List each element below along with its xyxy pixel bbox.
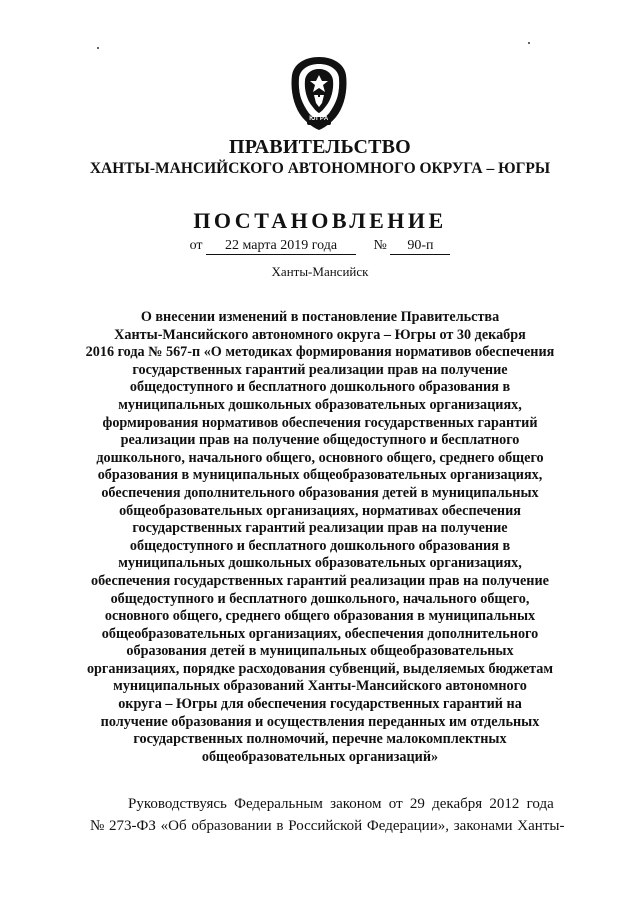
title-line: общедоступного и бесплатного дошкольного образования в <box>129 537 511 554</box>
government-subtitle: ХАНТЫ-МАНСИЙСКОГО АВТОНОМНОГО ОКРУГА – ЮГРЫ <box>89 160 551 177</box>
scan-speck <box>528 42 530 44</box>
title-line: реализации прав на получение общедоступного и бесплатного <box>120 432 520 449</box>
date-number-line <box>0 238 640 255</box>
title-line: О внесении изменений в постановление Правительства <box>140 309 500 325</box>
title-line: государственных гарантий реализации прав на получение <box>132 361 508 378</box>
emblem-caption: ЮГРА <box>309 116 329 122</box>
title-line: обеспечения дополнительного образования детей в муниципальных <box>101 484 539 501</box>
document-city: Ханты-Мансийск <box>271 264 369 279</box>
title-line: 2016 года № 567-п «О методиках формирования нормативов обеспечения <box>85 344 555 361</box>
title-line: Ханты-Мансийского автономного округа – Югры от 30 декабря <box>114 326 526 343</box>
title-line: муниципальных дошкольных образовательных организациях, <box>118 396 522 413</box>
title-line: общеобразовательных организациях, обеспечения дополнительного <box>101 625 539 642</box>
title-line: государственных гарантий реализации прав на получение <box>132 520 508 537</box>
title-line: обеспечения государственных гарантий реализации прав на получение <box>91 572 549 589</box>
date-prefix: от <box>189 238 203 253</box>
title-line: дошкольного, начального общего, основного общего, среднего общего <box>96 449 544 466</box>
document-body <box>90 793 584 837</box>
title-line: основного общего, среднего общего образования в муниципальных <box>104 608 536 625</box>
document-date: 22 марта 2019 года <box>206 238 356 255</box>
title-line: общедоступного и бесплатного дошкольного образования в <box>129 379 511 396</box>
title-line: образования детей в муниципальных общеобразовательных <box>126 643 514 660</box>
body-line: Руководствуясь Федеральным законом от 29 декабря 2012 года <box>128 796 554 812</box>
title-line: общеобразовательных организациях, нормативах обеспечения <box>119 502 521 519</box>
number-prefix: № <box>373 238 387 253</box>
title-line: формирования нормативов обеспечения государственных гарантий <box>102 414 538 431</box>
title-line: образования в муниципальных общеобразовательных организациях, <box>97 467 543 484</box>
document-type-heading: ПОСТАНОВЛЕНИЕ <box>193 208 447 233</box>
title-line: общеобразовательных организаций» <box>201 748 439 765</box>
title-line: получение образования и осуществления переданных им отдельных <box>100 713 540 730</box>
document-title <box>70 309 570 766</box>
body-line: № 273-ФЗ «Об образовании в Российской Федерации», законами Ханты- <box>90 818 565 834</box>
title-line: организациях, порядке расходования субвенций, выделяемых бюджетам <box>86 660 554 677</box>
title-line: муниципальных образований Ханты-Мансийского автономного <box>113 678 527 695</box>
title-line: округа – Югры для обеспечения государственных гарантий на <box>118 696 522 713</box>
government-title: ПРАВИТЕЛЬСТВО <box>229 136 411 158</box>
title-line: муниципальных дошкольных образовательных организациях, <box>118 555 522 572</box>
scan-speck <box>97 47 99 49</box>
title-line: государственных полномочий, перечне малокомплектных <box>133 731 507 748</box>
document-number: 90-п <box>390 238 450 255</box>
title-line: общедоступного и бесплатного дошкольного, начального общего, <box>110 590 530 607</box>
